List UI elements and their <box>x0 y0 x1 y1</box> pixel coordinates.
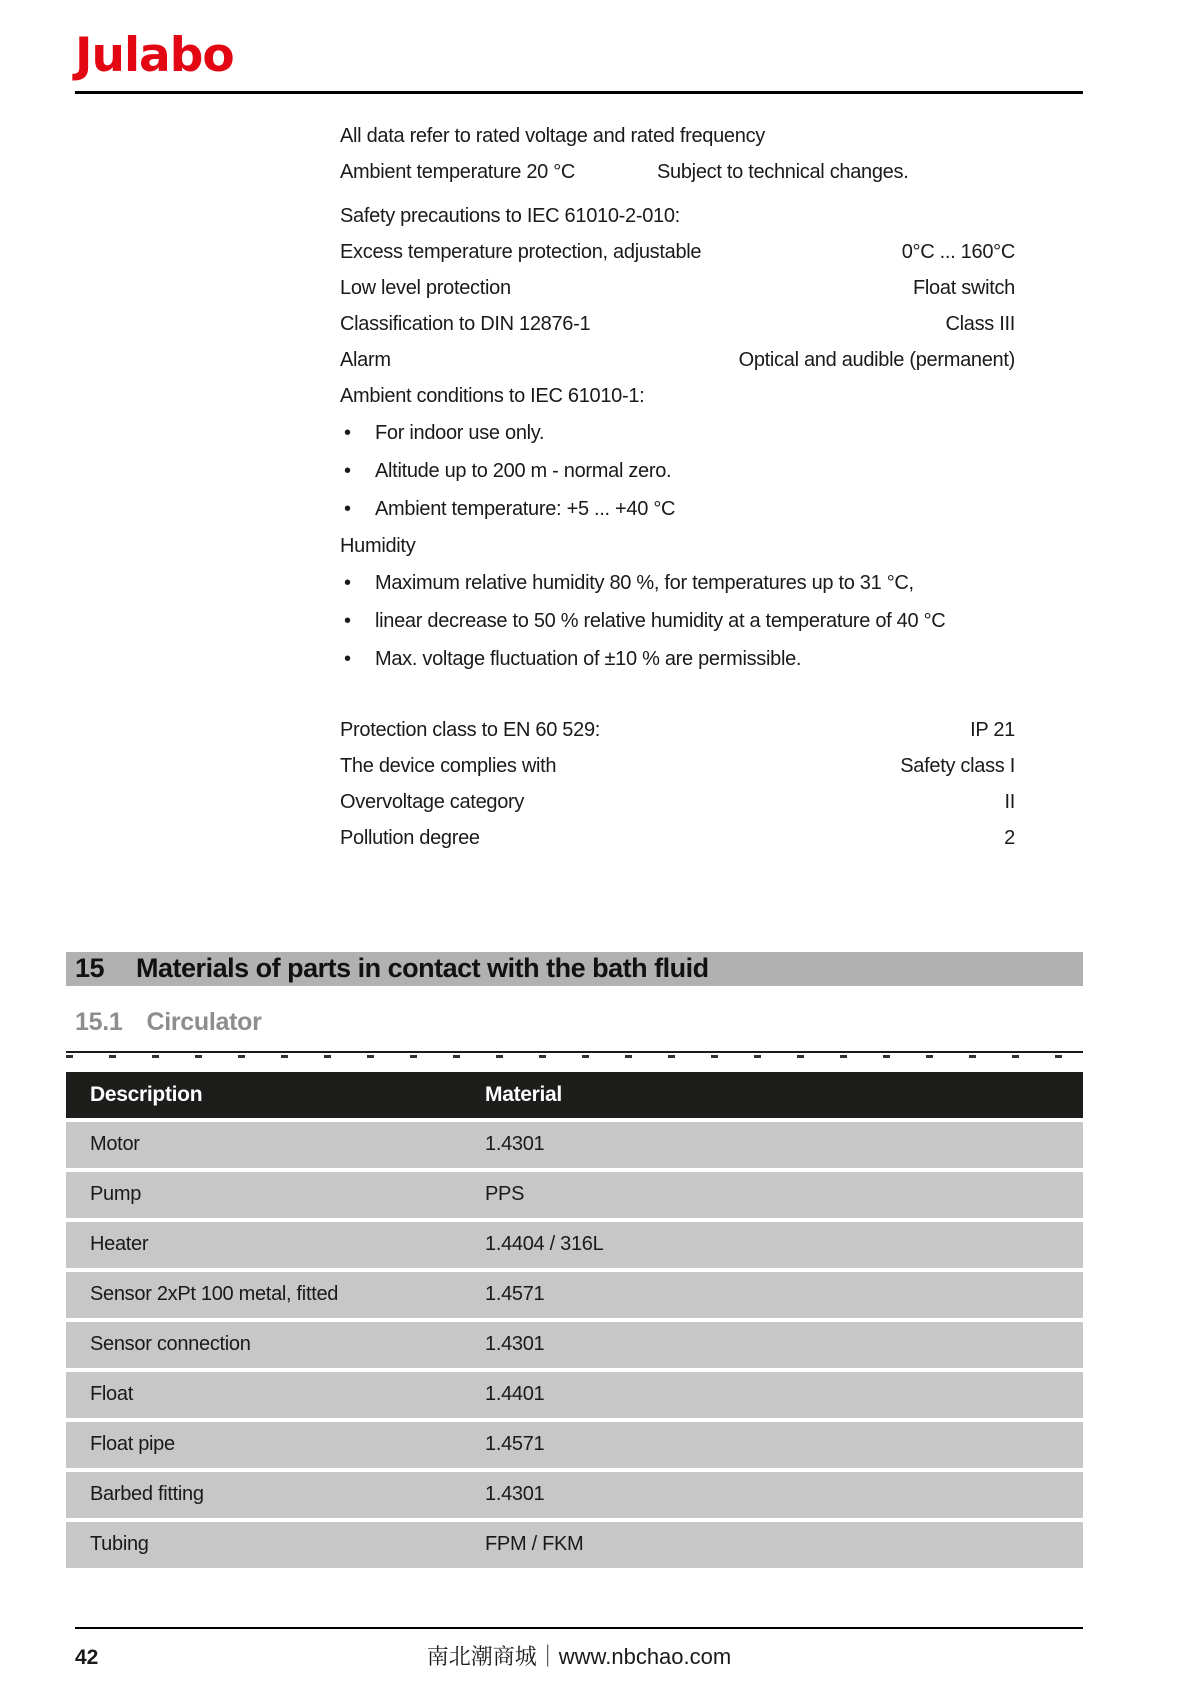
intro-line-2 <box>340 154 1015 190</box>
table-row <box>66 1272 1083 1318</box>
artifact-rule <box>66 1051 1083 1053</box>
spec-label: Excess temperature protection, adjustable <box>340 240 702 263</box>
ambient-bullet-list <box>340 414 1015 528</box>
spec-row <box>340 784 1015 820</box>
humidity-heading: Humidity <box>340 534 416 557</box>
spec-label: Pollution degree <box>340 826 480 849</box>
bullet-text: Maximum relative humidity 80 %, for temperatures up to 31 °C, <box>375 571 914 594</box>
description-cell: Sensor connection <box>66 1322 485 1368</box>
section-heading <box>66 952 1083 986</box>
technical-data-block <box>340 118 1015 856</box>
spec-value: II <box>1004 790 1015 813</box>
list-item <box>340 564 1015 602</box>
bullet-text: Max. voltage fluctuation of ±10 % are permissible. <box>375 647 802 670</box>
subsection-title: Circulator <box>146 1007 262 1036</box>
description-cell: Motor <box>66 1122 485 1168</box>
description-cell: Barbed fitting <box>66 1472 485 1518</box>
spec-row <box>340 306 1015 342</box>
list-item <box>340 602 1015 640</box>
materials-table <box>66 1068 1083 1572</box>
bullet-icon: • <box>344 571 351 594</box>
list-item <box>340 640 1015 678</box>
spec-label: Low level protection <box>340 276 511 299</box>
list-item <box>340 490 1015 528</box>
clipped-text-artifact <box>66 1051 1083 1058</box>
bullet-icon: • <box>344 421 351 444</box>
material-cell: FPM / FKM <box>485 1522 1083 1568</box>
subsection-number: 15.1 <box>75 1007 123 1036</box>
spec-value: IP 21 <box>970 718 1015 741</box>
table-row <box>66 1472 1083 1518</box>
bullet-text: linear decrease to 50 % relative humidity at a temperature of 40 °C <box>375 609 946 632</box>
material-cell: 1.4404 / 316L <box>485 1222 1083 1268</box>
table-row <box>66 1522 1083 1568</box>
table-header-row <box>66 1072 1083 1118</box>
bullet-icon: • <box>344 459 351 482</box>
list-item <box>340 452 1015 490</box>
footer-site-text: 南北潮商城｜www.nbchao.com <box>426 1644 732 1669</box>
bullet-icon: • <box>344 647 351 670</box>
humidity-bullet-list <box>340 564 1015 678</box>
column-header-material: Material <box>485 1072 1083 1118</box>
bullet-text: Ambient temperature: +5 ... +40 °C <box>375 497 676 520</box>
spec-value: Float switch <box>913 276 1015 299</box>
spec-value: Class III <box>945 312 1015 335</box>
ambient-conditions-heading: Ambient conditions to IEC 61010-1: <box>340 384 645 407</box>
table-row <box>66 1322 1083 1368</box>
bullet-icon: • <box>344 609 351 632</box>
spec-value: 0°C ... 160°C <box>901 240 1015 263</box>
bullet-text: For indoor use only. <box>375 421 545 444</box>
spec-label: The device complies with <box>340 754 557 777</box>
description-cell: Float <box>66 1372 485 1418</box>
spec-row <box>340 712 1015 748</box>
spec-value: 2 <box>1004 826 1015 849</box>
table-row <box>66 1172 1083 1218</box>
description-cell: Pump <box>66 1172 485 1218</box>
section-title: Materials of parts in contact with the bath fluid <box>136 953 709 984</box>
description-cell: Heater <box>66 1222 485 1268</box>
julabo-logo: Julabo <box>75 28 234 83</box>
subject-to-change-note: Subject to technical changes. <box>657 160 909 183</box>
spec-row <box>340 342 1015 378</box>
material-cell: 1.4301 <box>485 1322 1083 1368</box>
spec-value: Optical and audible (permanent) <box>738 348 1015 371</box>
table-row <box>66 1422 1083 1468</box>
description-cell: Tubing <box>66 1522 485 1568</box>
column-header-description: Description <box>66 1072 485 1118</box>
list-item <box>340 414 1015 452</box>
intro-line-1: All data refer to rated voltage and rated frequency <box>340 124 765 147</box>
page-number: 42 <box>75 1646 99 1669</box>
section-number: 15 <box>75 953 105 984</box>
artifact-ticks <box>66 1055 1083 1058</box>
material-cell: 1.4571 <box>485 1422 1083 1468</box>
spec-label: Protection class to EN 60 529: <box>340 718 601 741</box>
material-cell: 1.4571 <box>485 1272 1083 1318</box>
table-row <box>66 1122 1083 1168</box>
material-cell: PPS <box>485 1172 1083 1218</box>
safety-heading: Safety precautions to IEC 61010-2-010: <box>340 204 680 227</box>
spec-row <box>340 748 1015 784</box>
spec-value: Safety class I <box>900 754 1015 777</box>
page-footer <box>75 1627 1083 1671</box>
spec-label: Classification to DIN 12876-1 <box>340 312 591 335</box>
spec-row <box>340 234 1015 270</box>
bullet-icon: • <box>344 497 351 520</box>
table-row <box>66 1372 1083 1418</box>
table-row <box>66 1222 1083 1268</box>
description-cell: Sensor 2xPt 100 metal, fitted <box>66 1272 485 1318</box>
spec-row <box>340 820 1015 856</box>
material-cell: 1.4301 <box>485 1472 1083 1518</box>
spec-row <box>340 270 1015 306</box>
subsection-heading <box>75 1008 1083 1037</box>
spec-label: Alarm <box>340 348 391 371</box>
header-rule <box>75 91 1083 94</box>
bullet-text: Altitude up to 200 m - normal zero. <box>375 459 672 482</box>
material-cell: 1.4401 <box>485 1372 1083 1418</box>
spec-label: Overvoltage category <box>340 790 525 813</box>
ambient-temperature-note: Ambient temperature 20 °C <box>340 160 576 183</box>
material-cell: 1.4301 <box>485 1122 1083 1168</box>
description-cell: Float pipe <box>66 1422 485 1468</box>
